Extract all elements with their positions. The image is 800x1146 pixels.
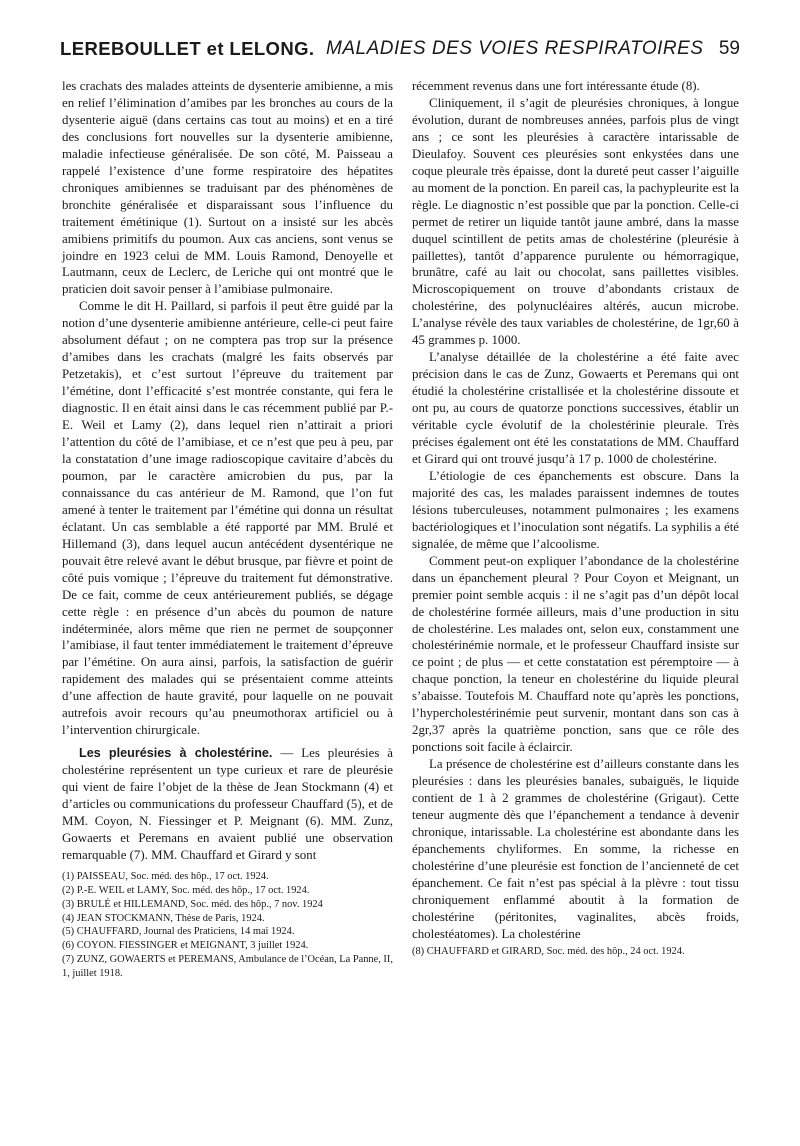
- paragraph: Cliniquement, il s’agit de pleurésies chroniques, à longue évolution, durant de nombreuses années, parfois plus de vingt ans ; ce sont les pleurésies à caractère intarissable de Dieulafoy. Souvent ces pleurésies sont enkystées dans une coque pleurale très épaisse, dont la dureté peut casser l’aiguille au moment de la ponction. En pareil cas, la pachypleurite est la règle. Le diagnostic n’est possible que par la ponction. Celle-ci permet de retirer un liquide tantôt jaune ambré, dans la masse duquel scintillent de petits amas de cholestérine (pleurésie à paillettes), tantôt d’apparence purulente ou hémorragique, brunâtre, café au lait ou chocolat, sans paillettes visibles. Microscopiquement on trouve d’abondants cristaux de cholestérine, des polynucléaires altérés, aucun microbe. L’analyse révèle des taux variables de cholestérine, de 1gr,60 à 45 grammes p. 1000.: [412, 95, 739, 348]
- paragraph: récemment revenus dans une fort intéressante étude (8).: [412, 79, 700, 93]
- section-heading: Les pleurésies à cholestérine.: [79, 746, 273, 761]
- footnote: (5) CHAUFFARD, Journal des Praticiens, 14 mai 1924.: [62, 926, 295, 938]
- footnote: (7) ZUNZ, GOWAERTS et PEREMANS, Ambulance de l’Océan, La Panne, II, 1, juillet 1918.: [62, 954, 393, 980]
- paragraph: les crachats des malades atteints de dysenterie amibienne, a mis en relief l’élimination d’amibes par les bronches au cours de la dysenterie aiguë (dans certains cas tout au moins) et en a tiré des conclusions fort nouvelles sur la dysenterie amibienne, maladie infectieuse généralisée. De son côté, M. Paisseau a rappelé l’existence d’une forme respiratoire des hépatites chroniques amibiennes se traduisant par des phénomènes de bronchite généralisée et disparaissant sous l’influence du traitement émétinique (1). Surtout on a insisté sur les abcès amibiens primitifs du poumon. Aux cas anciens, sont venus se joindre en 1923 celui de MM. Louis Ramond, Denoyelle et Lautmann, ceux de Leclerc, de Leriche qui ont montré que le praticien doit savoir penser à l’amibiase pulmonaire.: [62, 79, 393, 297]
- paragraph: L’étiologie de ces épanchements est obscure. Dans la majorité des cas, les malades paraissent indemnes de toutes lésions tuberculeuses, notamment pulmonaires ; les examens bactériologiques et l’inoculation sont négatifs. La syphilis a été signalée, de même que l’alcoolisme.: [412, 468, 739, 551]
- footnote: (4) JEAN STOCKMANN, Thèse de Paris, 1924.: [62, 912, 265, 924]
- paragraph: Comme le dit H. Paillard, si parfois il peut être guidé par la notion d’une dysenterie amibienne antérieure, celle-ci peut faire absolument défaut ; on ne comptera pas trop sur la présence d’amibes dans les crachats (malgré les faits observés par Petzetakis), et c’est surtout l’épreuve du traitement par l’émétine, dont l’efficacité s’est montrée constante, qui fera le diagnostic. Il en était ainsi dans le cas récemment publié par P.-E. Weil et Lamy (2), dans lequel rien n’attirait a priori l’attention du côté de l’amibiase, et ce n’est que peu à peu, par la constatation d’une image radioscopique cavitaire d’abcès du poumon, par le caractère amicrobien du pus, par la connaissance du cas antérieur de M. Ramond, que l’on fut amené à tenter le traitement par l’émétine qui donna un résultat éclatant. Un cas semblable a été rapporté par MM. Brulé et Hillemand (3), dans lequel aucun antécédent dysentérique ne pouvait être relevé avant le début brusque, par fièvre et point de côté puis vomique ; l’épreuve du traitement fut démonstrative. De ce fait, comme de ceux antérieurement publiés, se dégage cette règle : en présence d’un abcès du poumon de nature indéterminée, alors même que rien ne permet de soupçonner l’amibiase, il faut tenter immédiatement le traitement d’épreuve par l’émétine. On aura ainsi, parfois, la satisfaction de guérir rapidement des malades qui se présentaient comme atteints d’une affection de haute gravité, pour laquelle on ne pouvait autrefois avoir recours qu’au pneumothorax artificiel ou à l’intervention chirurgicale.: [62, 299, 393, 738]
- section-paragraph: [62, 745, 393, 864]
- paragraph: Comment peut-on expliquer l’abondance de la cholestérine dans un épanchement pleural ? Pour Coyon et Meignant, un premier point semble acquis : il ne s’agit pas d’un dépôt local de cholestérine formée ailleurs, mais d’une production in situ de cholestérine. Les malades ont, selon eux, constamment une cholestérinémie normale, et le professeur Chauffard insiste sur ce point ; de plus — et cette constatation est péremptoire — à chaque ponction, la teneur en cholestérine du liquide pleural s’abaisse. Toutefois M. Chauffard note qu’après les ponctions, l’hypercholestérinémie peut survenir, montant dans son cas à 2gr,37 après la quatrième ponction, sans que ce rôle des ponctions soit facile à éclaircir.: [412, 553, 739, 755]
- running-header: [60, 38, 740, 72]
- footnotes: [62, 870, 393, 981]
- paragraph: La présence de cholestérine est d’ailleurs constante dans les pleurésies : dans les pleurésies banales, subaiguës, le liquide contient de 1 à 2 grammes de cholestérine (Grigaut). Cette teneur augmente dès que l’épanchement a tendance à devenir chronique, intarissable. La cholestérine est abondante dans les épanchements chyliformes. En somme, la richesse en cholestérine d’une pleurésie est fonction de l’ancienneté de cet épanchement. Ce fait n’est pas spécial à la plèvre : tout tissu chroniquement enflammé aboutit à la formation de cholestérine (péritonites, vaginalites, abcès froids, cholestéatomes). La cholestérine: [412, 757, 739, 941]
- footnote: (2) P.-E. WEIL et LAMY, Soc. méd. des hôp., 17 oct. 1924.: [62, 884, 310, 896]
- paragraph-text: — Les pleurésies à cholestérine représentent un type curieux et rare de pleurésie qui vient de faire l’objet de la thèse de Jean Stockmann (4) et d’articles ou communications du professeur Chauffard (5), et de MM. Coyon, N. Fiessinger et P. Meignant (6). MM. Zunz, Gowaerts et Peremans en avaient publié une observation remarquable (7). MM. Chauffard et Girard y sont: [62, 746, 394, 862]
- footnotes: [412, 945, 739, 959]
- footnote: (6) COYON. FIESSINGER et MEIGNANT, 3 juillet 1924.: [62, 940, 309, 952]
- footnote: (3) BRULÉ et HILLEMAND, Soc. méd. des hôp., 7 nov. 1924: [62, 898, 323, 910]
- page-number: 59: [718, 38, 740, 59]
- footnote: (8) CHAUFFARD et GIRARD, Soc. méd. des hôp., 24 oct. 1924.: [412, 945, 685, 957]
- left-column: [62, 78, 393, 981]
- header-journal-title: MALADIES DES VOIES RESPIRATOIRES: [326, 38, 704, 59]
- paragraph: L’analyse détaillée de la cholestérine a été faite avec précision dans le cas de Zunz, Gowaerts et Peremans qui ont étudié la cholestérine cristallisée et la cholestérine dissoute et ont pu, au cours de quatorze ponctions successives, établir un véritable cycle évolutif de la cholestérinie pleurale. Très précises également ont été les constatations de MM. Chauffard et Girard qui ont trouvé jusqu’à 17 p. 1000 de cholestérine.: [412, 350, 739, 466]
- footnote: (1) PAISSEAU, Soc. méd. des hôp., 17 oct. 1924.: [62, 870, 269, 882]
- header-authors: LEREBOULLET et LELONG.: [60, 38, 315, 59]
- right-column: [412, 78, 739, 959]
